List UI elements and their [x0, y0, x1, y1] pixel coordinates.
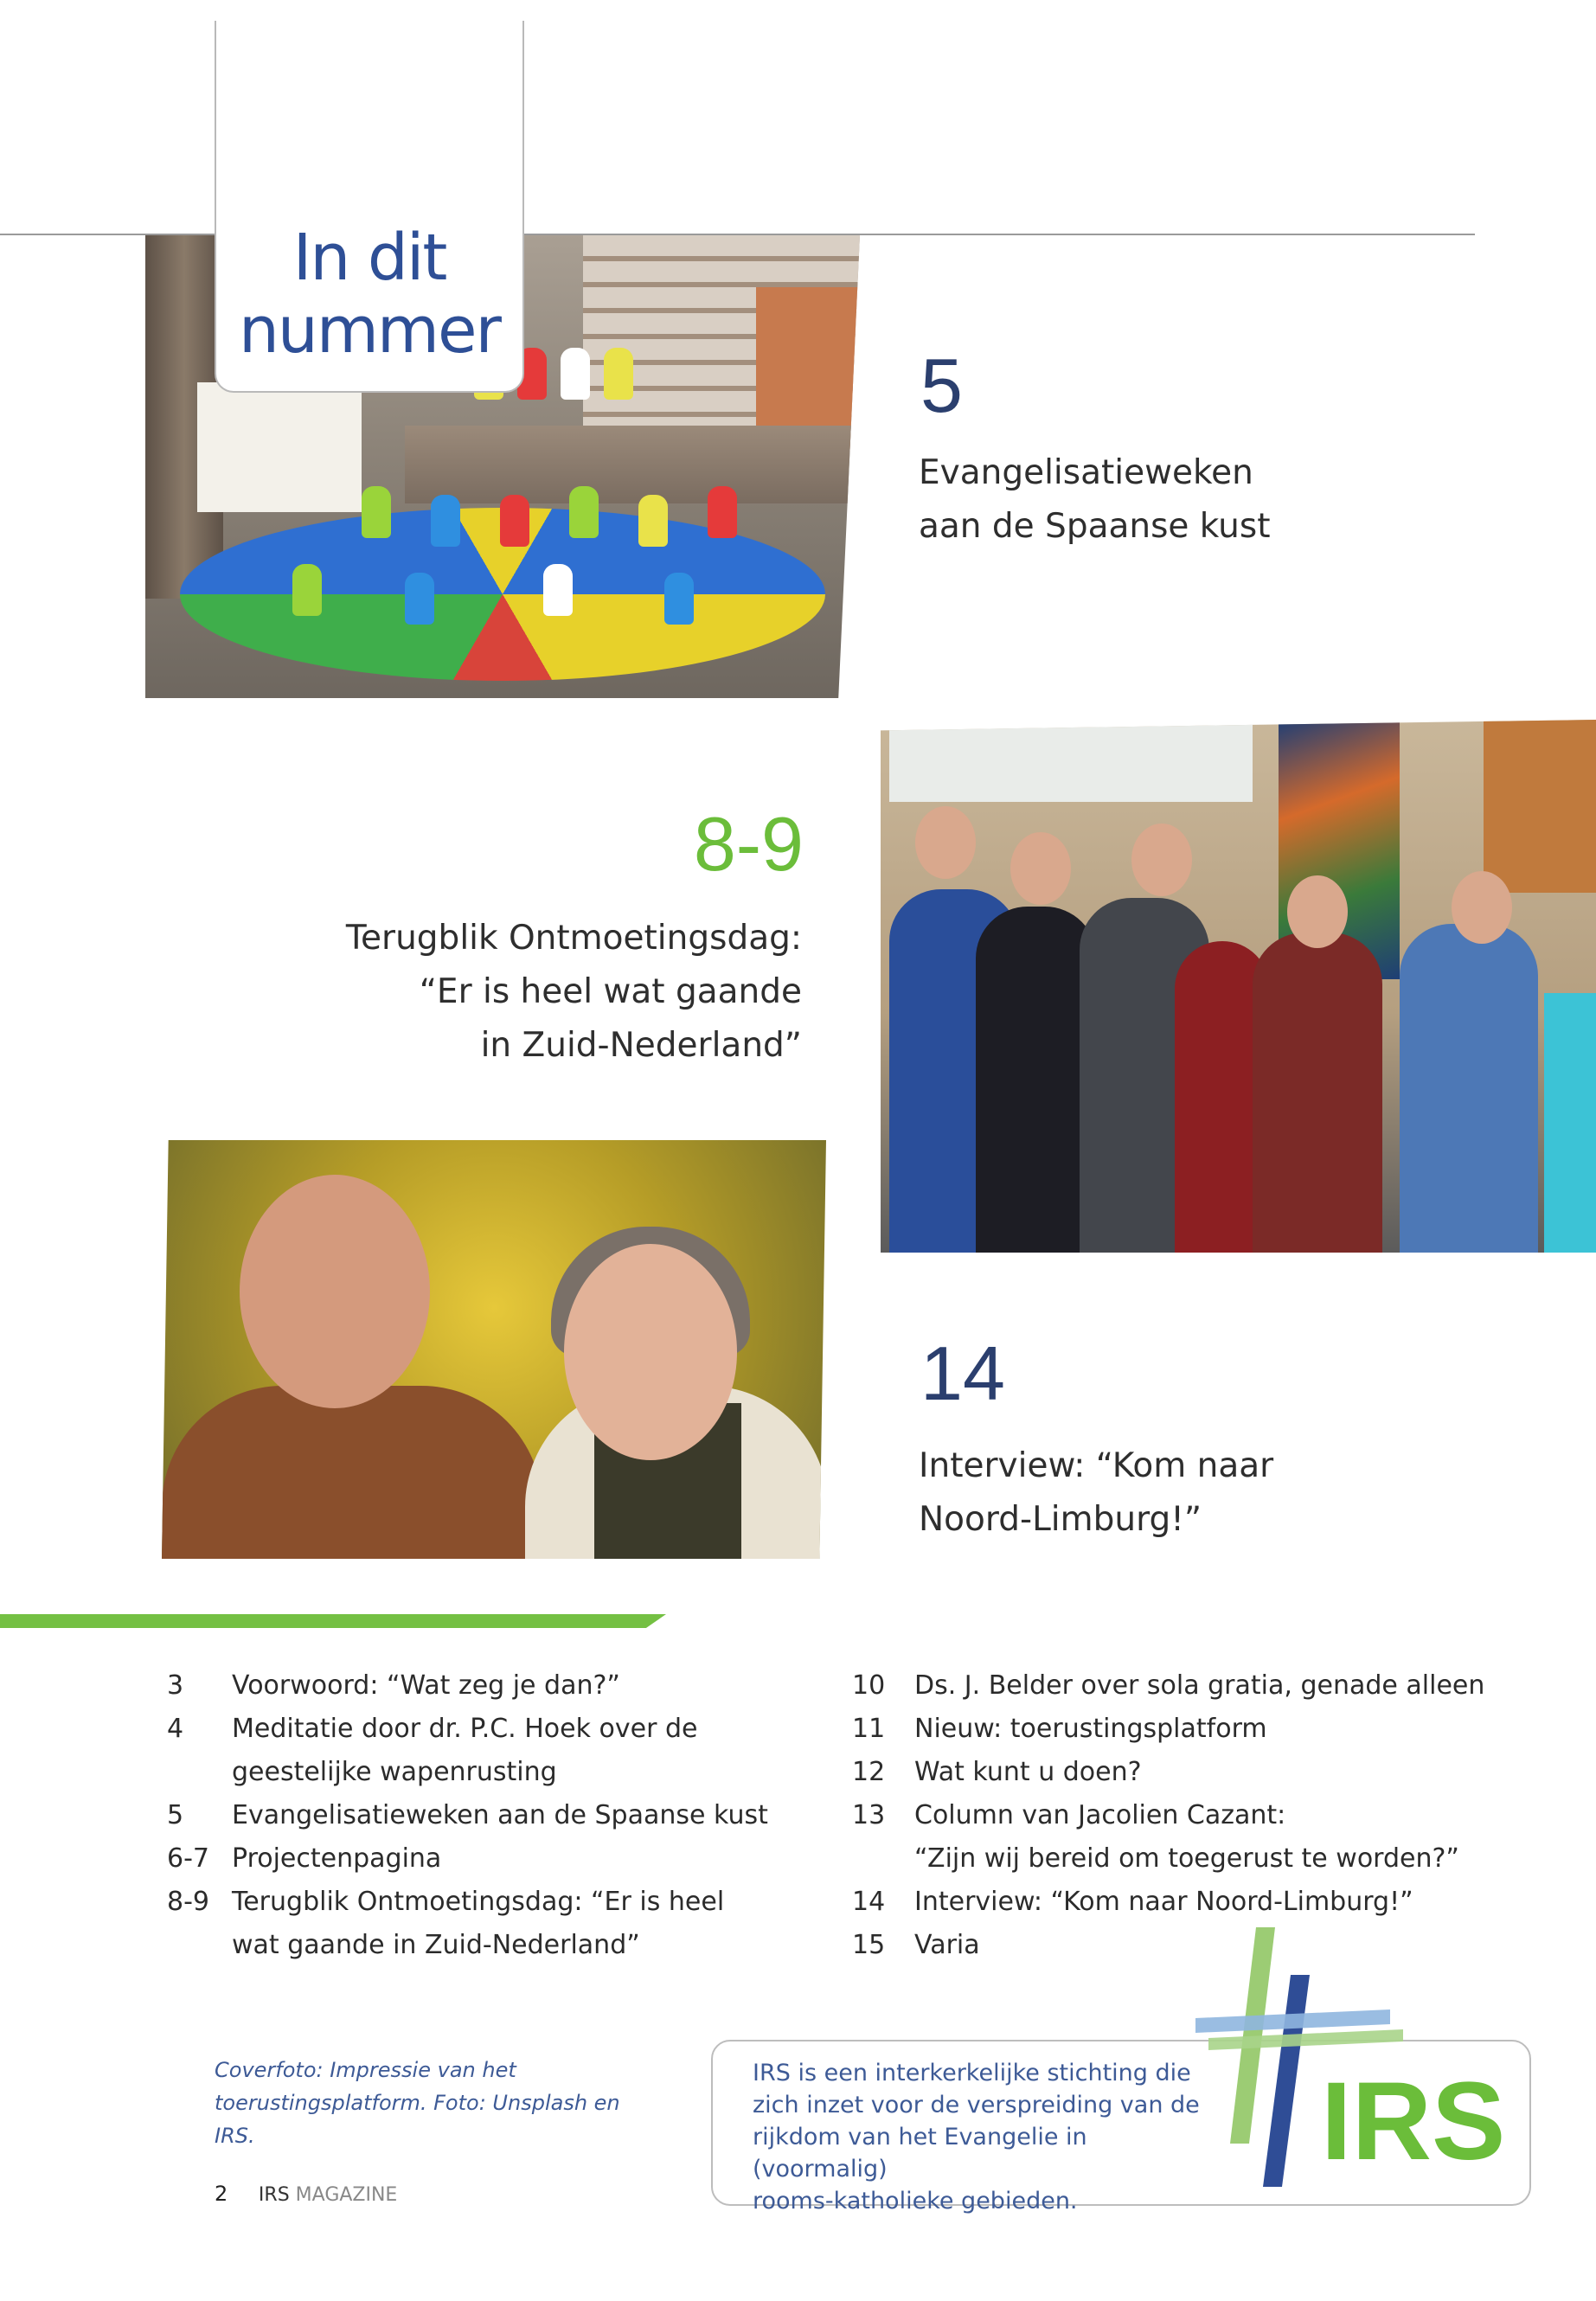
- toc-title: Ds. J. Belder over sola gratia, genade alleen: [914, 1670, 1485, 1701]
- irs-description-line: rooms-katholieke gebieden.: [753, 2188, 1078, 2214]
- photo-child: [292, 564, 322, 616]
- photo-child: [708, 486, 737, 538]
- feature-page-number: 14: [920, 1330, 1005, 1416]
- toc-title: wat gaande in Zuid-Nederland”: [232, 1930, 640, 1960]
- photo-man-head: [240, 1175, 430, 1408]
- headline-line: “Er is heel wat gaande: [419, 972, 802, 1011]
- photo-person: [976, 907, 1097, 1253]
- section-tab: [215, 21, 524, 393]
- feature-page-number: 5: [920, 343, 963, 428]
- feature-headline: [919, 446, 1438, 554]
- caption-line: toerustingsplatform. Foto: Unsplash en IRS.: [215, 2091, 620, 2148]
- photo-child: [431, 495, 460, 547]
- photo-meeting-day-panel: [881, 720, 1596, 1253]
- logo-cross-stroke-blue: [1263, 1975, 1310, 2187]
- toc-title: Nieuw: toerustingsplatform: [914, 1714, 1267, 1744]
- toc-row[interactable]: [852, 1751, 1492, 1794]
- photo-wood-panel: [1484, 720, 1596, 893]
- toc-row[interactable]: [167, 1664, 824, 1708]
- photo-woman-head: [564, 1244, 737, 1460]
- irs-description-line: IRS is een interkerkelijke stichting die: [753, 2060, 1191, 2086]
- toc-row[interactable]: [852, 1881, 1492, 1924]
- toc-page-number: 15: [852, 1930, 886, 1960]
- photo-person-head: [1131, 824, 1192, 896]
- toc-row[interactable]: [167, 1924, 824, 1967]
- toc-title: Interview: “Kom naar Noord-Limburg!”: [914, 1887, 1413, 1917]
- photo-child: [362, 486, 391, 538]
- irs-description: [753, 2057, 1220, 2217]
- section-title: [216, 221, 522, 367]
- photo-person-head: [915, 806, 976, 879]
- toc-page-number: 13: [852, 1800, 886, 1830]
- section-title-line: In dit: [292, 221, 446, 295]
- toc-title: Projectenpagina: [232, 1843, 442, 1874]
- brand-sub: MAGAZINE: [295, 2184, 398, 2206]
- headline-line: Noord-Limburg!”: [919, 1500, 1202, 1539]
- toc-row[interactable]: [167, 1881, 824, 1924]
- photo-child: [405, 573, 434, 625]
- headline-line: in Zuid-Nederland”: [480, 1026, 802, 1065]
- toc-row[interactable]: [167, 1837, 824, 1881]
- photo-person: [1400, 924, 1538, 1253]
- photo-child: [664, 573, 694, 625]
- toc-row[interactable]: [852, 1708, 1492, 1751]
- toc-row[interactable]: [852, 1794, 1492, 1837]
- feature-page-number: 8-9: [693, 801, 804, 887]
- toc-page-number: 6-7: [167, 1843, 209, 1874]
- page-number: 2: [215, 2182, 228, 2206]
- toc-title: geestelijke wapenrusting: [232, 1757, 557, 1787]
- toc-page-number: 10: [852, 1670, 886, 1701]
- photo-man-body: [162, 1386, 542, 1559]
- headline-line: Interview: “Kom naar: [919, 1446, 1274, 1485]
- photo-projection-screen: [889, 724, 1253, 802]
- toc-row[interactable]: [167, 1751, 824, 1794]
- toc-title: Wat kunt u doen?: [914, 1757, 1142, 1787]
- photo-interview-couple: [162, 1140, 826, 1559]
- toc-page-number: 8-9: [167, 1887, 209, 1917]
- toc-column-left: [167, 1664, 824, 1967]
- headline-line: aan de Spaanse kust: [919, 507, 1271, 546]
- toc-page-number: 11: [852, 1714, 886, 1744]
- logo-text: IRS: [1321, 2060, 1506, 2183]
- toc-page-number: [852, 1837, 914, 1881]
- toc-title: Meditatie door dr. P.C. Hoek over de: [232, 1714, 698, 1744]
- photo-child: [543, 564, 573, 616]
- irs-logo: [1195, 1927, 1507, 2187]
- toc-page-number: 4: [167, 1714, 184, 1744]
- section-title-line: nummer: [239, 293, 500, 368]
- feature-headline: [919, 1439, 1438, 1547]
- toc-row[interactable]: [167, 1794, 824, 1837]
- toc-title: “Zijn wij bereid om toegerust te worden?”: [914, 1843, 1459, 1874]
- irs-description-line: zich inzet voor de verspreiding van de: [753, 2092, 1200, 2118]
- irs-description-line: rijkdom van het Evangelie in (voormalig): [753, 2124, 1087, 2182]
- toc-title: Evangelisatieweken aan de Spaanse kust: [232, 1800, 768, 1830]
- toc-row[interactable]: [852, 1664, 1492, 1708]
- toc-page-number: [167, 1924, 232, 1967]
- toc-title: Column van Jacolien Cazant:: [914, 1800, 1286, 1830]
- magazine-brand: [259, 2184, 397, 2206]
- toc-title: Voorwoord: “Wat zeg je dan?”: [232, 1670, 620, 1701]
- toc-page-number: 14: [852, 1887, 886, 1917]
- toc-title: Varia: [914, 1930, 980, 1960]
- photo-wall: [405, 426, 860, 503]
- feature-headline: [196, 912, 802, 1073]
- toc-page-number: 5: [167, 1800, 184, 1830]
- photo-desk: [1544, 993, 1596, 1253]
- toc-page-number: [167, 1751, 232, 1794]
- caption-line: Coverfoto: Impressie van het: [215, 2058, 516, 2082]
- photo-child: [561, 348, 590, 400]
- cover-photo-caption: [215, 2054, 664, 2152]
- toc-title: Terugblik Ontmoetingsdag: “Er is heel: [232, 1887, 725, 1917]
- photo-child: [604, 348, 633, 400]
- toc-row[interactable]: [167, 1708, 824, 1751]
- toc-row[interactable]: [852, 1837, 1492, 1881]
- photo-child: [638, 495, 668, 547]
- photo-child: [500, 495, 529, 547]
- page-footer: [215, 2182, 397, 2206]
- logo-cross-bar-lightgreen: [1208, 2029, 1403, 2050]
- brand-name: IRS: [258, 2184, 290, 2206]
- toc-page-number: 3: [167, 1670, 184, 1701]
- photo-person-head: [1452, 871, 1512, 944]
- photo-banner: [197, 382, 362, 512]
- toc-page-number: 12: [852, 1757, 886, 1787]
- green-divider: [0, 1614, 666, 1628]
- photo-person-head: [1010, 832, 1071, 905]
- headline-line: Evangelisatieweken: [919, 453, 1253, 492]
- photo-child: [569, 486, 599, 538]
- headline-line: Terugblik Ontmoetingsdag:: [345, 919, 802, 958]
- toc-column-right: [852, 1664, 1492, 1967]
- photo-person: [1253, 933, 1382, 1253]
- photo-person-head: [1287, 875, 1348, 948]
